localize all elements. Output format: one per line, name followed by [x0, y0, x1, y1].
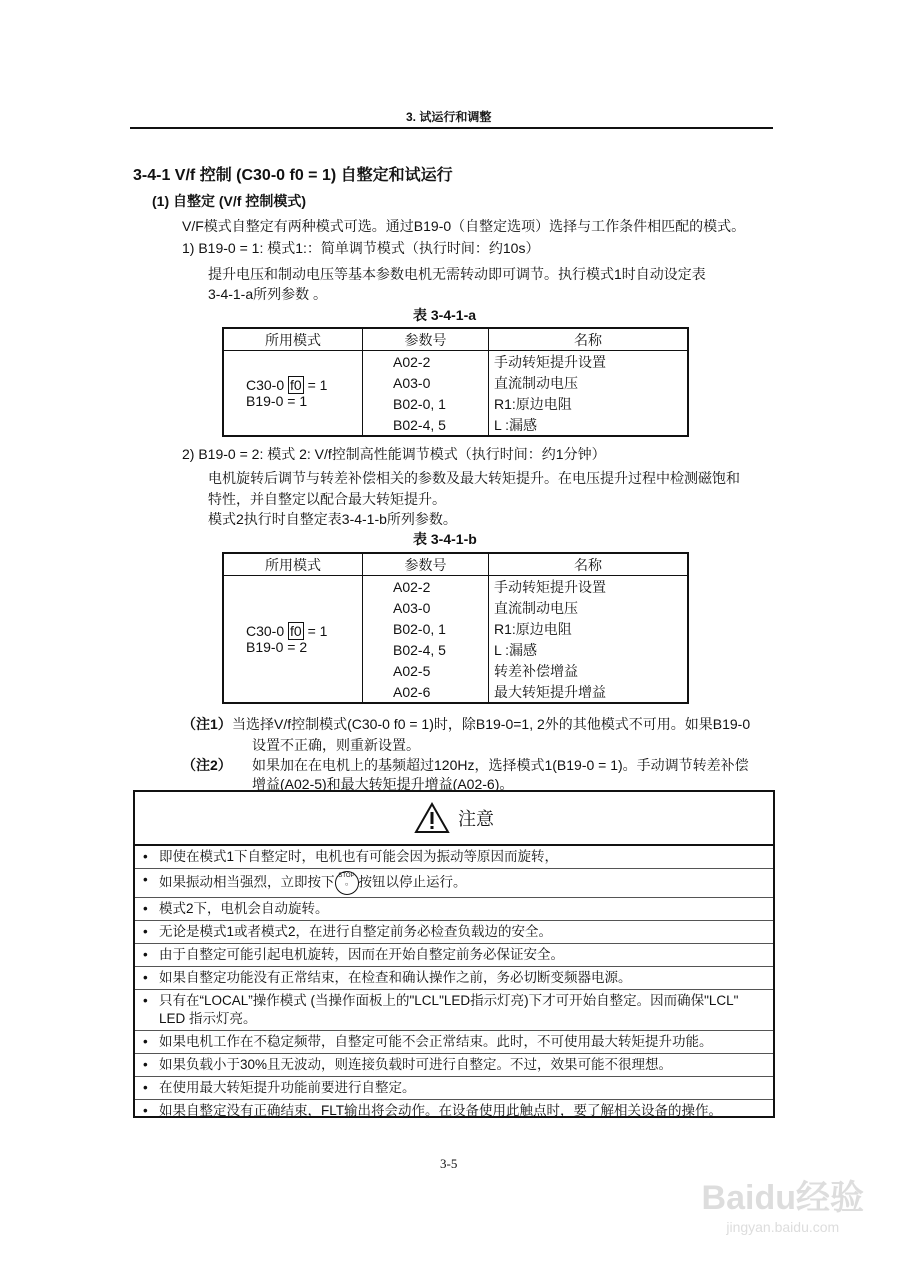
running-header: 3. 试运行和调整: [406, 110, 492, 124]
name-cell: 直流制动电压: [489, 372, 689, 393]
note1-text: 设置不正确，则重新设置。: [252, 737, 420, 753]
name-cell: L :漏感: [489, 639, 689, 660]
column-header: 名称: [489, 553, 689, 576]
subsection-title: (1) 自整定 (V/f 控制模式): [152, 193, 306, 209]
param-cell: A02-2: [363, 576, 489, 598]
column-header: 名称: [489, 328, 689, 351]
list-item: • 无论是模式1或者模式2，在进行自整定前务必检查负载边的安全。: [135, 921, 773, 944]
mode2-desc: 电机旋转后调节与转差补偿相关的参数及最大转矩提升。在电压提升过程中检测磁饱和: [208, 470, 740, 486]
intro-text: V/F模式自整定有两种模式可选。通过B19-0（自整定选项）选择与工作条件相匹配的模式。: [182, 218, 746, 234]
name-cell: L :漏感: [489, 414, 689, 436]
list-item: • 如果自整定没有正确结束，FLT输出将会动作。在设备使用此触点时，要了解相关设备的操作。: [135, 1100, 773, 1122]
caution-title: 注意: [458, 809, 494, 829]
mode2-label: 2) B19-0 = 2: 模式 2: V/f控制高性能调节模式（执行时间：约1分钟）: [182, 446, 606, 462]
table-a: [222, 327, 689, 437]
note2-text: 如果加在在电机上的基频超过120Hz，选择模式1(B19-0 = 1)。手动调节转差补偿: [252, 757, 749, 773]
param-cell: A02-6: [363, 681, 489, 703]
caution-header: [135, 792, 773, 846]
note2-text: 增益(A02-5)和最大转矩提升增益(A02-6)。: [252, 776, 514, 792]
list-item: • 如果负载小于30%且无波动，则连接负载时可进行自整定。不过，效果可能不很理想。: [135, 1054, 773, 1077]
param-cell: A03-0: [363, 372, 489, 393]
mode2-desc: 特性，并自整定以配合最大转矩提升。: [208, 491, 446, 507]
mode1-label: 1) B19-0 = 1: 模式1:：简单调节模式（执行时间：约10s）: [182, 240, 540, 256]
stop-button-icon: STOP ○: [335, 871, 359, 895]
list-item: • 由于自整定可能引起电机旋转，因而在开始自整定前务必保证安全。: [135, 944, 773, 967]
param-cell: B02-0, 1: [363, 393, 489, 414]
column-header: 所用模式: [223, 328, 363, 351]
param-cell: B02-0, 1: [363, 618, 489, 639]
param-cell: B02-4, 5: [363, 414, 489, 436]
page-number: 3-5: [440, 1156, 458, 1171]
column-header: 参数号: [363, 328, 489, 351]
list-item: • 模式2下，电机会自动旋转。: [135, 898, 773, 921]
list-item: • 在使用最大转矩提升功能前要进行自整定。: [135, 1077, 773, 1100]
column-header: 参数号: [363, 553, 489, 576]
column-header: 所用模式: [223, 553, 363, 576]
name-cell: 手动转矩提升设置: [489, 576, 689, 598]
param-cell: A02-5: [363, 660, 489, 681]
list-item: • 如果振动相当强烈，立即按下 STOP ○ 按钮以停止运行。: [135, 869, 773, 898]
table-b-caption: 表 3-4-1-b: [413, 531, 477, 547]
name-cell: 最大转矩提升增益: [489, 681, 689, 703]
note1-text: 当选择V/f控制模式(C30-0 f0 = 1)时，除B19-0=1, 2外的其他模式不可用。如果B19-0: [232, 716, 751, 732]
section-title: 3-4-1 V/f 控制 (C30-0 f0 = 1) 自整定和试运行: [133, 167, 453, 184]
list-item: • 即使在模式1下自整定时，电机也有可能会因为振动等原因而旋转，: [135, 846, 773, 869]
mode1-desc: 3-4-1-a所列参数 。: [208, 286, 328, 302]
mode2-desc: 模式2执行时自整定表3-4-1-b所列参数。: [208, 511, 457, 527]
caution-list: [135, 846, 773, 1122]
table-a-caption: 表 3-4-1-a: [413, 307, 477, 323]
mode-cell: C30-0 f0 = 1 B19-0 = 2: [246, 623, 328, 655]
mode1-desc: 提升电压和制动电压等基本参数电机无需转动即可调节。执行模式1时自动设定表: [208, 266, 706, 282]
warning-icon: [414, 802, 450, 834]
list-item: • 如果电机工作在不稳定频带，自整定可能不会正常结束。此时，不可使用最大转矩提升功能。: [135, 1031, 773, 1054]
baidu-watermark: Baidu经验 jingyan.baidu.com: [701, 1179, 864, 1235]
param-cell: A03-0: [363, 597, 489, 618]
name-cell: R1:原边电阻: [489, 618, 689, 639]
name-cell: 转差补偿增益: [489, 660, 689, 681]
name-cell: R1:原边电阻: [489, 393, 689, 414]
name-cell: 手动转矩提升设置: [489, 351, 689, 373]
header-rule: [130, 127, 773, 129]
caution-box: [133, 790, 775, 1118]
table-b: [222, 552, 689, 704]
note1-label: （注1）: [182, 716, 232, 732]
mode-cell: C30-0 f0 = 1 B19-0 = 1: [246, 377, 328, 409]
param-cell: A02-2: [363, 351, 489, 373]
list-item: • 如果自整定功能没有正常结束，在检查和确认操作之前，务必切断变频器电源。: [135, 967, 773, 990]
list-item: • 只有在“LOCAL”操作模式 (当操作面板上的"LCL"LED指示灯亮)下才可开始自整定。因而确保"LCL" LED 指示灯亮。: [135, 990, 773, 1031]
note2-label: （注2）: [182, 757, 232, 773]
name-cell: 直流制动电压: [489, 597, 689, 618]
param-cell: B02-4, 5: [363, 639, 489, 660]
